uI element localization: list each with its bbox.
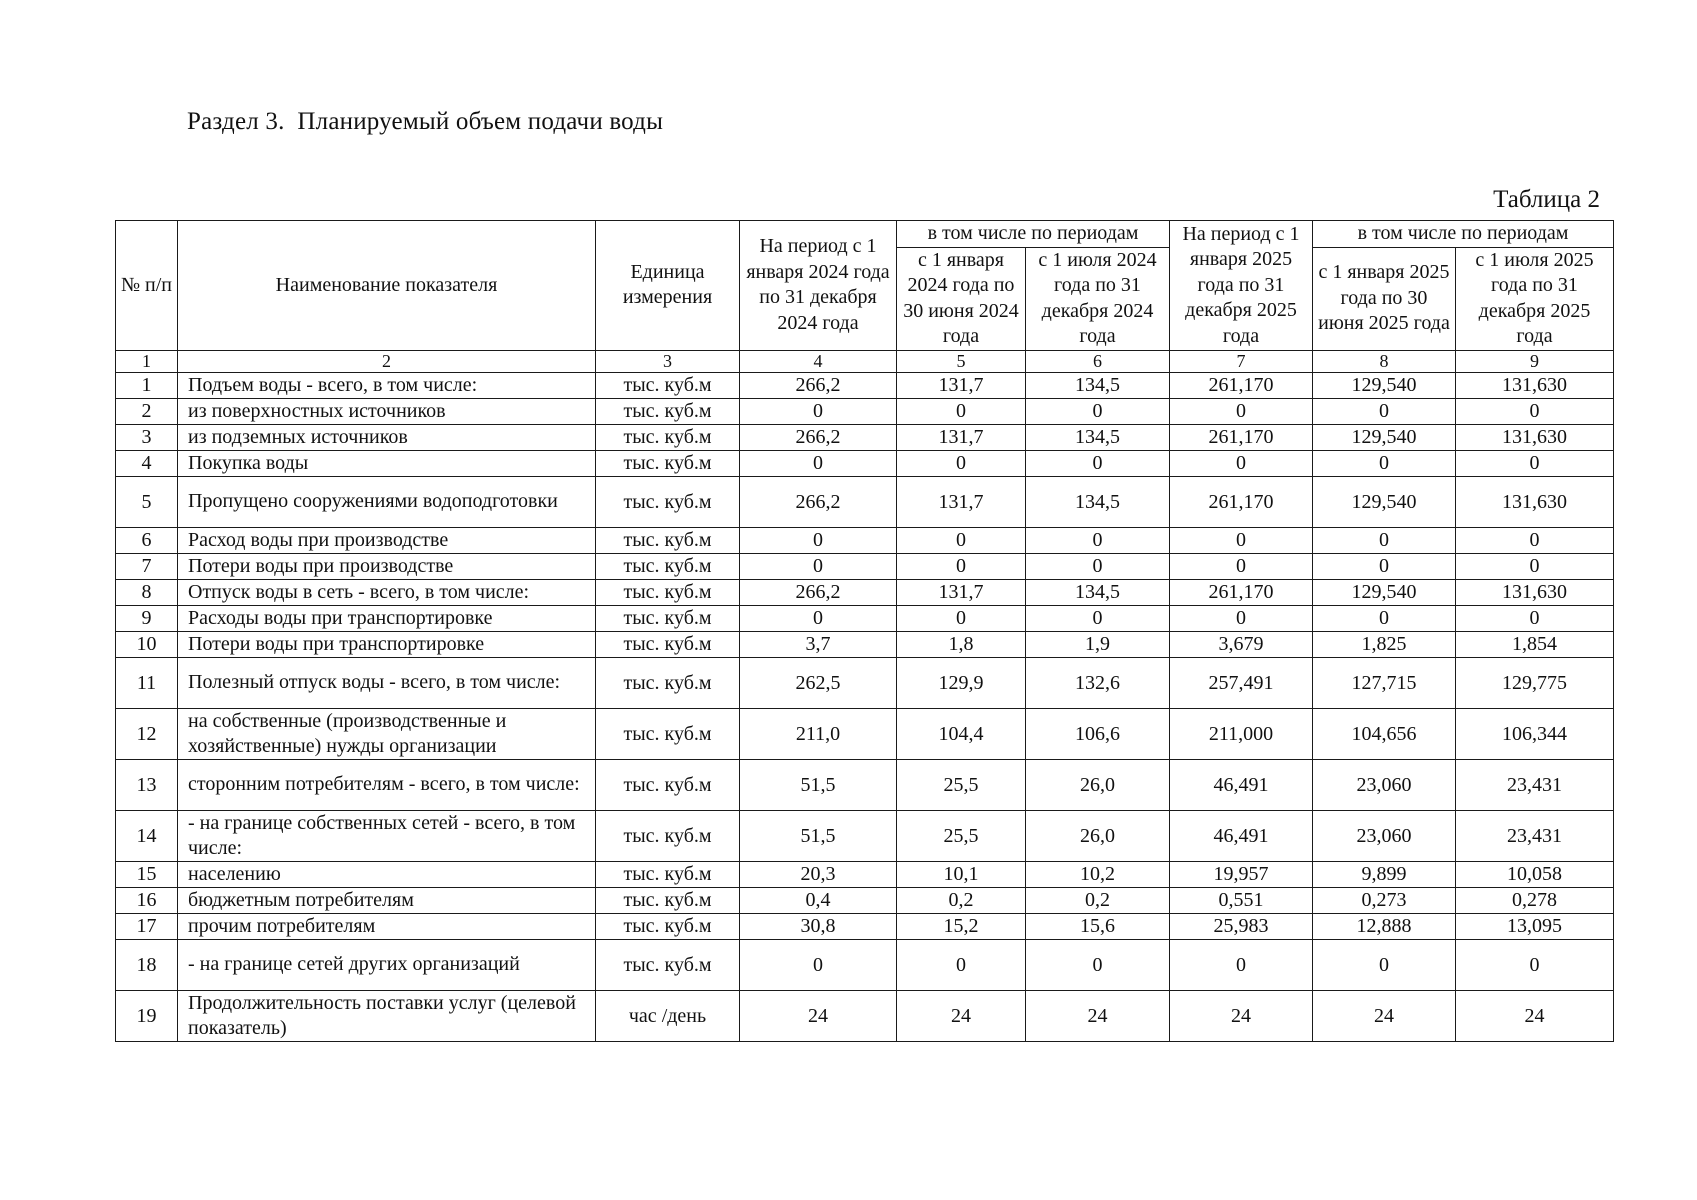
value-cell: 1,825 [1313, 631, 1456, 657]
section-title: Раздел 3. Планируемый объем подачи воды [187, 108, 664, 135]
value-cell: 134,5 [1026, 372, 1170, 398]
value-cell: 23,431 [1456, 810, 1614, 861]
indicator-name: из поверхностных источников [178, 398, 596, 424]
header-subperiods-2024: в том числе по периодам [897, 221, 1170, 248]
value-cell: 24 [1026, 990, 1170, 1041]
value-cell: 10,058 [1456, 861, 1614, 887]
value-cell: 266,2 [740, 424, 897, 450]
value-cell: 20,3 [740, 861, 897, 887]
value-cell: 0 [1170, 450, 1313, 476]
value-cell: 0 [1456, 939, 1614, 990]
value-cell: 19,957 [1170, 861, 1313, 887]
value-cell: 10,1 [897, 861, 1026, 887]
column-number: 4 [740, 350, 897, 372]
value-cell: 30,8 [740, 913, 897, 939]
header-2025-h1: с 1 января 2025 года по 30 июня 2025 года [1313, 247, 1456, 350]
value-cell: 261,170 [1170, 372, 1313, 398]
value-cell: 25,983 [1170, 913, 1313, 939]
indicator-name: прочим потребителям [178, 913, 596, 939]
water-supply-table [115, 220, 1614, 1042]
value-cell: 0,2 [1026, 887, 1170, 913]
value-cell: 24 [897, 990, 1026, 1041]
value-cell: 0,273 [1313, 887, 1456, 913]
value-cell: 0 [1026, 450, 1170, 476]
row-number: 19 [116, 990, 178, 1041]
value-cell: 257,491 [1170, 657, 1313, 708]
value-cell: 0 [897, 939, 1026, 990]
table-row [116, 913, 1614, 939]
column-number: 2 [178, 350, 596, 372]
column-number: 3 [596, 350, 740, 372]
value-cell: 46,491 [1170, 759, 1313, 810]
row-number: 11 [116, 657, 178, 708]
row-number: 18 [116, 939, 178, 990]
table-row [116, 372, 1614, 398]
indicator-name: сторонним потребителям - всего, в том числе: [178, 759, 596, 810]
value-cell: 1,8 [897, 631, 1026, 657]
value-cell: 129,540 [1313, 476, 1456, 527]
value-cell: 0 [740, 553, 897, 579]
table-row [116, 708, 1614, 759]
value-cell: 0 [1026, 398, 1170, 424]
value-cell: 1,854 [1456, 631, 1614, 657]
unit-cell: тыс. куб.м [596, 372, 740, 398]
unit-cell: тыс. куб.м [596, 861, 740, 887]
value-cell: 0 [1456, 553, 1614, 579]
table-row [116, 527, 1614, 553]
unit-cell: час /день [596, 990, 740, 1041]
value-cell: 0 [1026, 553, 1170, 579]
value-cell: 261,170 [1170, 424, 1313, 450]
header-period-2025: На период с 1 января 2025 года по 31 декабря 2025 года [1170, 221, 1313, 351]
header-num: № п/п [116, 221, 178, 351]
value-cell: 0 [1170, 398, 1313, 424]
unit-cell: тыс. куб.м [596, 605, 740, 631]
indicator-name: населению [178, 861, 596, 887]
indicator-name: Полезный отпуск воды - всего, в том числе: [178, 657, 596, 708]
value-cell: 134,5 [1026, 424, 1170, 450]
row-number: 13 [116, 759, 178, 810]
value-cell: 104,656 [1313, 708, 1456, 759]
row-number: 12 [116, 708, 178, 759]
value-cell: 129,540 [1313, 424, 1456, 450]
indicator-name: из подземных источников [178, 424, 596, 450]
value-cell: 129,540 [1313, 372, 1456, 398]
table-row [116, 939, 1614, 990]
header-row-1 [116, 221, 1614, 248]
header-2025-h2: с 1 июля 2025 года по 31 декабря 2025 года [1456, 247, 1614, 350]
indicator-name: Расходы воды при транспортировке [178, 605, 596, 631]
unit-cell: тыс. куб.м [596, 913, 740, 939]
value-cell: 0 [897, 450, 1026, 476]
table-row [116, 861, 1614, 887]
row-number: 8 [116, 579, 178, 605]
value-cell: 0 [897, 398, 1026, 424]
unit-cell: тыс. куб.м [596, 631, 740, 657]
value-cell: 1,9 [1026, 631, 1170, 657]
indicator-name: Потери воды при транспортировке [178, 631, 596, 657]
value-cell: 3,679 [1170, 631, 1313, 657]
value-cell: 0,2 [897, 887, 1026, 913]
value-cell: 24 [740, 990, 897, 1041]
header-2024-h2: с 1 июля 2024 года по 31 декабря 2024 года [1026, 247, 1170, 350]
header-subperiods-2025: в том числе по периодам [1313, 221, 1614, 248]
value-cell: 24 [1170, 990, 1313, 1041]
value-cell: 261,170 [1170, 476, 1313, 527]
table-row [116, 657, 1614, 708]
value-cell: 127,715 [1313, 657, 1456, 708]
column-number: 8 [1313, 350, 1456, 372]
indicator-name: бюджетным потребителям [178, 887, 596, 913]
table-row [116, 631, 1614, 657]
value-cell: 46,491 [1170, 810, 1313, 861]
value-cell: 129,775 [1456, 657, 1614, 708]
value-cell: 0 [897, 527, 1026, 553]
value-cell: 24 [1313, 990, 1456, 1041]
value-cell: 0 [897, 605, 1026, 631]
row-number: 4 [116, 450, 178, 476]
table-row [116, 605, 1614, 631]
indicator-name: Потери воды при производстве [178, 553, 596, 579]
value-cell: 0 [740, 605, 897, 631]
indicator-name: Подъем воды - всего, в том числе: [178, 372, 596, 398]
value-cell: 0 [1170, 553, 1313, 579]
value-cell: 131,7 [897, 372, 1026, 398]
column-number-row [116, 350, 1614, 372]
value-cell: 131,630 [1456, 372, 1614, 398]
value-cell: 0 [740, 450, 897, 476]
unit-cell: тыс. куб.м [596, 398, 740, 424]
value-cell: 3,7 [740, 631, 897, 657]
value-cell: 0 [1456, 398, 1614, 424]
value-cell: 0 [740, 939, 897, 990]
column-number: 1 [116, 350, 178, 372]
unit-cell: тыс. куб.м [596, 887, 740, 913]
indicator-name: Расход воды при производстве [178, 527, 596, 553]
value-cell: 0 [1026, 527, 1170, 553]
header-period-2024: На период с 1 января 2024 года по 31 декабря 2024 года [740, 221, 897, 351]
value-cell: 131,630 [1456, 579, 1614, 605]
value-cell: 0 [1313, 939, 1456, 990]
value-cell: 0 [1170, 527, 1313, 553]
unit-cell: тыс. куб.м [596, 450, 740, 476]
value-cell: 26,0 [1026, 759, 1170, 810]
table-row [116, 579, 1614, 605]
indicator-name: Пропущено сооружениями водоподготовки [178, 476, 596, 527]
indicator-name: Отпуск воды в сеть - всего, в том числе: [178, 579, 596, 605]
value-cell: 15,6 [1026, 913, 1170, 939]
table-row [116, 398, 1614, 424]
row-number: 7 [116, 553, 178, 579]
value-cell: 0 [1313, 450, 1456, 476]
row-number: 16 [116, 887, 178, 913]
row-number: 6 [116, 527, 178, 553]
value-cell: 266,2 [740, 476, 897, 527]
unit-cell: тыс. куб.м [596, 579, 740, 605]
table-row [116, 450, 1614, 476]
value-cell: 23,060 [1313, 810, 1456, 861]
value-cell: 0 [1456, 450, 1614, 476]
table-caption: Таблица 2 [1493, 186, 1600, 213]
value-cell: 0 [1456, 605, 1614, 631]
value-cell: 23,060 [1313, 759, 1456, 810]
value-cell: 131,630 [1456, 476, 1614, 527]
value-cell: 131,7 [897, 579, 1026, 605]
value-cell: 51,5 [740, 759, 897, 810]
value-cell: 266,2 [740, 372, 897, 398]
value-cell: 25,5 [897, 759, 1026, 810]
value-cell: 0 [1313, 605, 1456, 631]
value-cell: 132,6 [1026, 657, 1170, 708]
value-cell: 131,7 [897, 476, 1026, 527]
table-row [116, 887, 1614, 913]
table-row [116, 553, 1614, 579]
value-cell: 0 [1313, 553, 1456, 579]
row-number: 10 [116, 631, 178, 657]
row-number: 14 [116, 810, 178, 861]
indicator-name: - на границе собственных сетей - всего, в том числе: [178, 810, 596, 861]
value-cell: 129,540 [1313, 579, 1456, 605]
row-number: 15 [116, 861, 178, 887]
column-number: 7 [1170, 350, 1313, 372]
value-cell: 0 [1313, 398, 1456, 424]
header-name: Наименование показателя [178, 221, 596, 351]
value-cell: 0 [897, 553, 1026, 579]
value-cell: 131,7 [897, 424, 1026, 450]
unit-cell: тыс. куб.м [596, 553, 740, 579]
column-number: 6 [1026, 350, 1170, 372]
indicator-name: - на границе сетей других организаций [178, 939, 596, 990]
value-cell: 0,551 [1170, 887, 1313, 913]
row-number: 2 [116, 398, 178, 424]
value-cell: 266,2 [740, 579, 897, 605]
value-cell: 0 [1170, 605, 1313, 631]
column-number: 9 [1456, 350, 1614, 372]
row-number: 1 [116, 372, 178, 398]
value-cell: 9,899 [1313, 861, 1456, 887]
indicator-name: Покупка воды [178, 450, 596, 476]
value-cell: 0,278 [1456, 887, 1614, 913]
value-cell: 131,630 [1456, 424, 1614, 450]
row-number: 5 [116, 476, 178, 527]
value-cell: 0 [1456, 527, 1614, 553]
value-cell: 25,5 [897, 810, 1026, 861]
table-row [116, 424, 1614, 450]
value-cell: 134,5 [1026, 579, 1170, 605]
indicator-name: Продолжительность поставки услуг (целевой показатель) [178, 990, 596, 1041]
value-cell: 0 [1313, 527, 1456, 553]
value-cell: 23,431 [1456, 759, 1614, 810]
value-cell: 0 [740, 398, 897, 424]
value-cell: 211,000 [1170, 708, 1313, 759]
row-number: 3 [116, 424, 178, 450]
value-cell: 0 [1170, 939, 1313, 990]
value-cell: 24 [1456, 990, 1614, 1041]
value-cell: 261,170 [1170, 579, 1313, 605]
unit-cell: тыс. куб.м [596, 527, 740, 553]
row-number: 17 [116, 913, 178, 939]
unit-cell: тыс. куб.м [596, 810, 740, 861]
table-row [116, 476, 1614, 527]
value-cell: 262,5 [740, 657, 897, 708]
column-number: 5 [897, 350, 1026, 372]
header-unit: Единица измерения [596, 221, 740, 351]
unit-cell: тыс. куб.м [596, 939, 740, 990]
value-cell: 15,2 [897, 913, 1026, 939]
table-row [116, 810, 1614, 861]
value-cell: 211,0 [740, 708, 897, 759]
indicator-name: на собственные (производственные и хозяйственные) нужды организации [178, 708, 596, 759]
row-number: 9 [116, 605, 178, 631]
value-cell: 104,4 [897, 708, 1026, 759]
value-cell: 0,4 [740, 887, 897, 913]
unit-cell: тыс. куб.м [596, 759, 740, 810]
value-cell: 134,5 [1026, 476, 1170, 527]
unit-cell: тыс. куб.м [596, 708, 740, 759]
value-cell: 26,0 [1026, 810, 1170, 861]
value-cell: 0 [1026, 939, 1170, 990]
value-cell: 106,6 [1026, 708, 1170, 759]
unit-cell: тыс. куб.м [596, 424, 740, 450]
value-cell: 106,344 [1456, 708, 1614, 759]
value-cell: 51,5 [740, 810, 897, 861]
value-cell: 0 [1026, 605, 1170, 631]
value-cell: 12,888 [1313, 913, 1456, 939]
table-row [116, 759, 1614, 810]
value-cell: 0 [740, 527, 897, 553]
value-cell: 129,9 [897, 657, 1026, 708]
value-cell: 10,2 [1026, 861, 1170, 887]
value-cell: 13,095 [1456, 913, 1614, 939]
unit-cell: тыс. куб.м [596, 657, 740, 708]
unit-cell: тыс. куб.м [596, 476, 740, 527]
header-2024-h1: с 1 января 2024 года по 30 июня 2024 года [897, 247, 1026, 350]
table-row [116, 990, 1614, 1041]
